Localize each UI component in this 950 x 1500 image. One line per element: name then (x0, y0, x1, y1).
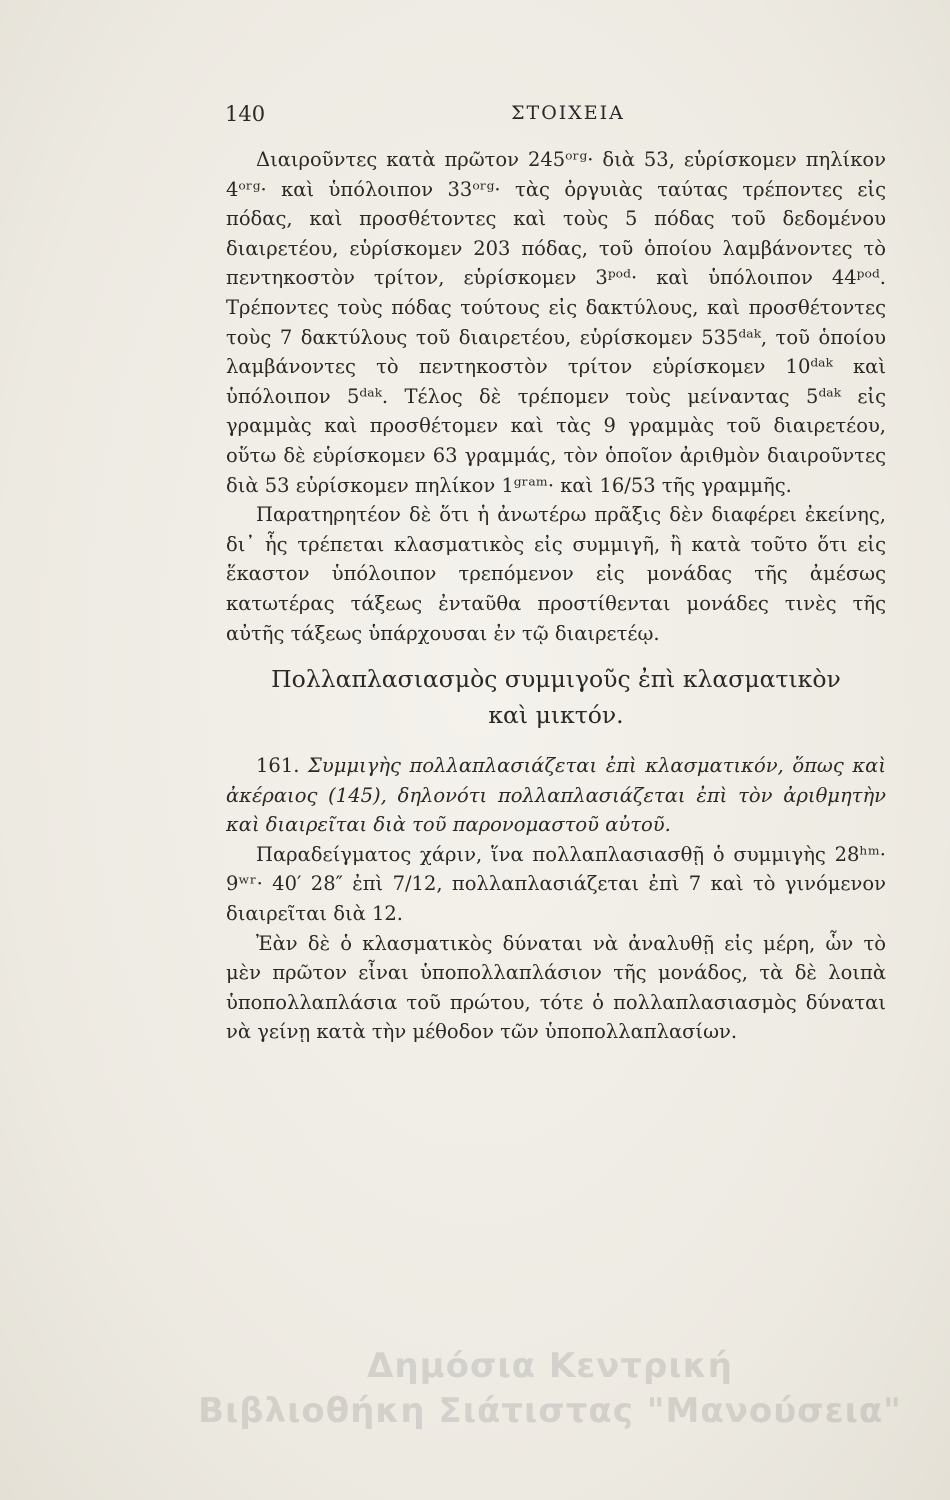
paragraph-example: Παραδείγματος χάριν, ἵνα πολλαπλασιασθῇ ὁ συμμιγὴς 28ʰᵐ· 9ʷʳ· 40′ 28″ ἐπὶ 7/12, πολλαπλασιάζεται ἐπὶ 7 καὶ τὸ γινόμενον διαιρεῖται διὰ 12. (226, 842, 886, 926)
body-text (226, 145, 886, 1047)
article-number: 161. (256, 754, 300, 778)
article-text: Συμμιγὴς πολλαπλασιάζεται ἐπὶ κλασματικόν, ὅπως καὶ ἀκέραιος (145), δηλονότι πολλαπλασιάζεται ἐπὶ τὸν ἀριθμητὴν καὶ διαιρεῖται διὰ τοῦ παρονομαστοῦ αὐτοῦ. (226, 754, 886, 837)
paragraph-division-example: Διαιροῦντες κατὰ πρῶτον 245ᵒʳᵍ· διὰ 53, εὑρίσκομεν πηλίκον 4ᵒʳᵍ· καὶ ὑπόλοιπον 33ᵒʳᵍ· τὰς ὀργυιὰς ταύτας τρέποντες εἰς πόδας, καὶ προσθέτοντες καὶ τοὺς 5 πόδας τοῦ δεδομένου διαιρετέου, εὑρίσκομεν 203 πόδας, τοῦ ὁποίου λαμβάνοντες τὸ πεντηκοστὸν τρίτον, εὑρίσκομεν 3ᵖᵒᵈ· καὶ ὑπόλοιπον 44ᵖᵒᵈ. Τρέποντες τοὺς πόδας τούτους εἰς δακτύλους, καὶ προσθέτοντες τοὺς 7 δακτύλους τοῦ διαιρετέου, εὑρίσκομεν 535ᵈᵃᵏ, τοῦ ὁποίου λαμβάνοντες τὸ πεντηκοστὸν τρίτον εὑρίσκομεν 10ᵈᵃᵏ καὶ ὑπόλοιπον 5ᵈᵃᵏ. Τέλος δὲ τρέπομεν τοὺς μείναντας 5ᵈᵃᵏ εἰς γραμμὰς καὶ προσθέτομεν καὶ τὰς 9 γραμμὰς τοῦ διαιρετέου, οὕτω δὲ εὑρίσκομεν 63 γραμμάς, τὸν ὁποῖον ἀριθμὸν διαιροῦντες διὰ 53 εὑρίσκομεν πηλίκον 1ᵍʳᵃᵐ· καὶ 16/53 τῆς γραμμῆς. (226, 148, 886, 497)
section-title-line-2: καὶ μικτόν. (488, 701, 624, 730)
section-title (226, 661, 886, 733)
paragraph-method: Ἐὰν δὲ ὁ κλασματικὸς δύναται νὰ ἀναλυθῇ εἰς μέρη, ὧν τὸ μὲν πρῶτον εἶναι ὑποπολλαπλάσιον τῆς μονάδος, τὰ δὲ λοιπὰ ὑποπολλαπλάσια τοῦ πρώτου, τότε ὁ πολλαπλασιασμὸς δύναται νὰ γείνῃ κατὰ τὴν μέθοδον τῶν ὑποπολλαπλασίων. (226, 931, 886, 1044)
library-watermark-line-2: Βιβλιοθήκη Σιάτιστας "Μανούσεια" (198, 1391, 902, 1431)
running-head: ΣΤΟΙΧΕΙΑ (511, 102, 625, 124)
library-watermark-line-1: Δημόσια Κεντρική (367, 1346, 733, 1386)
section-title-line-1: Πολλαπλασιασμὸς συμμιγοῦς ἐπὶ κλασματικὸν (271, 665, 841, 694)
article-161 (226, 751, 886, 840)
page-header (0, 102, 950, 132)
paragraph-observation: Παρατηρητέον δὲ ὅτι ἡ ἀνωτέρω πρᾶξις δὲν διαφέρει ἐκείνης, δι᾽ ἧς τρέπεται κλασματικὸς εἰς συμμιγῆ, ἢ κατὰ τοῦτο ὅτι εἰς ἕκαστον ὑπόλοιπον τρεπόμενον εἰς μονάδας τῆς ἀμέσως κατωτέρας τάξεως ἐνταῦθα προστίθενται μονάδες τινὲς τῆς αὐτῆς τάξεως ὑπάρχουσαι ἐν τῷ διαιρετέῳ. (226, 503, 886, 645)
page-number: 140 (225, 102, 266, 126)
